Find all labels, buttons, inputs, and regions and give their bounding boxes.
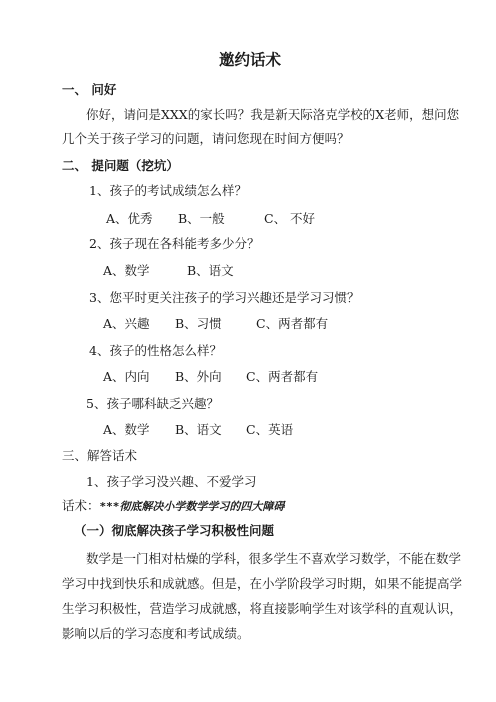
section-3-heading: 三、解答话术	[62, 448, 138, 463]
script-title: ***彻底解决小学数学学习的四大障碍	[99, 500, 285, 513]
question-4-option-b: B、外向	[175, 369, 222, 384]
question-5: 5、孩子哪科缺乏兴趣？	[86, 396, 219, 411]
question-4: 4、孩子的性格怎么样？	[89, 343, 222, 358]
question-2-option-a: A、数学	[103, 263, 150, 278]
question-5-option-c: C、英语	[246, 422, 294, 437]
body-paragraph-line-3: 生学习积极性，营造学习成就感，将直接影响学生对该学科的直观认识，	[62, 601, 463, 616]
question-1-option-b: B、一般	[178, 211, 225, 226]
question-3-option-b: B、习惯	[175, 316, 222, 331]
question-2: 2、孩子现在各科能考多少分？	[89, 236, 260, 251]
subsection-1-heading: （一）彻底解决孩子学习积极性问题	[74, 523, 275, 538]
question-4-option-c: C、两者都有	[246, 369, 319, 384]
question-5-option-b: B、语文	[175, 422, 222, 437]
section-1-paragraph-line-1: 你好，请问是XXX的家长吗？我是新天际洛克学校的X老师，想问您	[86, 107, 460, 122]
script-line	[62, 498, 284, 515]
doc-title: 邀约话术	[219, 51, 282, 69]
question-3-option-c: C、两者都有	[256, 316, 329, 331]
question-3-option-a: A、兴趣	[103, 316, 150, 331]
body-paragraph-line-4: 影响以后的学习态度和考试成绩。	[62, 626, 250, 641]
question-4-option-a: A、内向	[103, 369, 150, 384]
section-1-heading: 一、 问好	[62, 82, 117, 97]
question-2-option-b: B、语文	[187, 263, 234, 278]
question-1-option-a: A、优秀	[106, 211, 153, 226]
question-1-option-c: C、 不好	[264, 211, 316, 226]
section-1-paragraph-line-2: 几个关于孩子学习的问题，请问您现在时间方便吗？	[62, 131, 350, 146]
body-paragraph-line-2: 学习中找到快乐和成就感。但是，在小学阶段学习时期，如果不能提高学	[62, 576, 463, 591]
body-paragraph-line-1: 数学是一门相对枯燥的学科，很多学生不喜欢学习数学，不能在数学	[86, 551, 462, 566]
question-5-option-a: A、数学	[103, 422, 150, 437]
question-1: 1、孩子的考试成绩怎么样？	[89, 183, 247, 198]
question-3: 3、您平时更关注孩子的学习兴趣还是学习习惯？	[89, 290, 360, 305]
script-label: 话术：	[62, 498, 100, 513]
section-2-heading: 二、 提问题（挖坑）	[62, 158, 179, 173]
section-3-item-1: 1、孩子学习没兴趣、不爱学习	[86, 474, 257, 489]
